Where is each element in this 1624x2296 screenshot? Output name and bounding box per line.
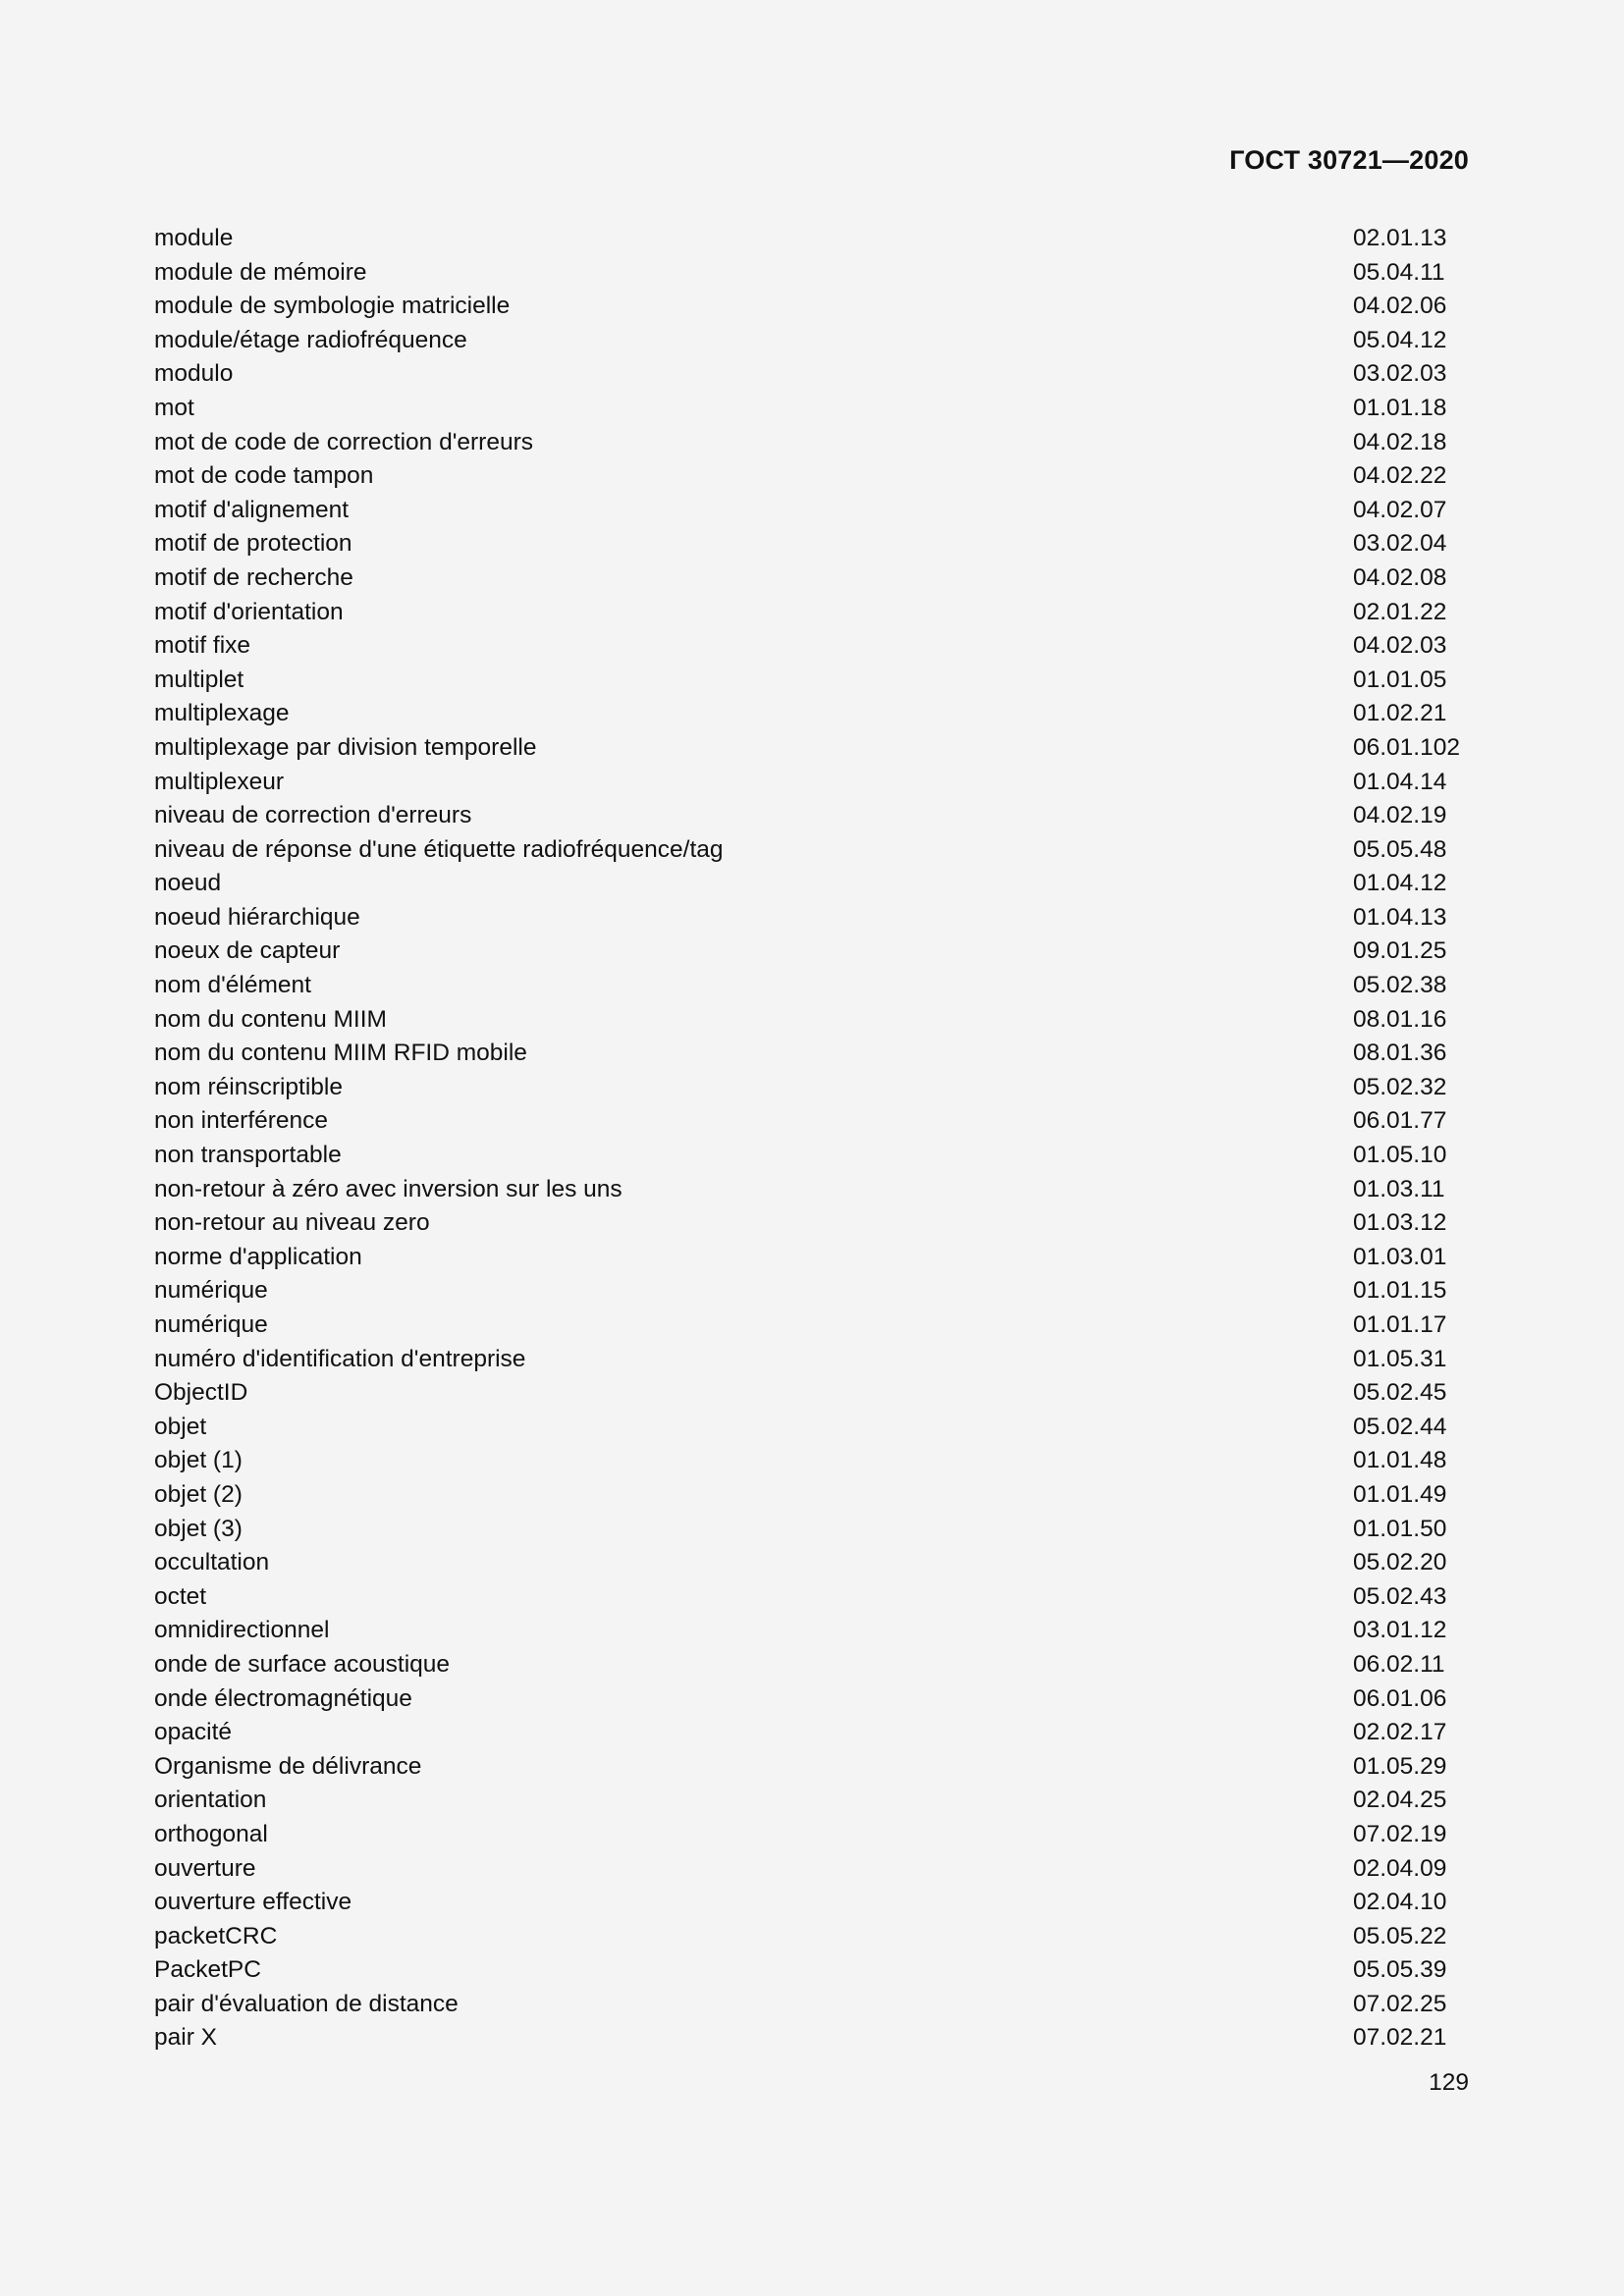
- index-term: module: [154, 225, 234, 251]
- index-entry: [154, 1308, 1470, 1343]
- index-entry: [154, 426, 1470, 460]
- index-code: 01.05.31: [1353, 1345, 1447, 1372]
- index-term: objet (3): [154, 1515, 243, 1542]
- index-entry: [154, 1478, 1470, 1513]
- index-entry: [154, 494, 1470, 528]
- index-term: ouverture: [154, 1854, 256, 1882]
- index-entry: [154, 629, 1470, 664]
- index-entry: [154, 664, 1470, 698]
- index-entry: [154, 799, 1470, 833]
- index-term: mot de code tampon: [154, 462, 374, 490]
- index-code: 06.02.11: [1353, 1650, 1445, 1678]
- index-term: non interférence: [154, 1107, 329, 1135]
- index-entry: [154, 867, 1470, 901]
- index-code: 04.02.18: [1353, 428, 1447, 455]
- index-code: 02.04.09: [1353, 1854, 1447, 1882]
- index-term: motif d'orientation: [154, 598, 344, 625]
- index-entry: [154, 1444, 1470, 1478]
- index-term: onde de surface acoustique: [154, 1650, 451, 1678]
- index-code: 05.02.45: [1353, 1379, 1447, 1407]
- index-code: 01.03.12: [1353, 1209, 1447, 1237]
- index-code: 01.04.12: [1353, 870, 1447, 897]
- index-code: 01.01.49: [1353, 1480, 1447, 1508]
- index-code: 04.02.19: [1353, 802, 1447, 829]
- index-entry: [154, 1071, 1470, 1105]
- index-term: non-retour à zéro avec inversion sur les uns: [154, 1175, 623, 1202]
- index-term: motif d'alignement: [154, 496, 350, 523]
- index-entry: [154, 1376, 1470, 1411]
- index-entry: [154, 561, 1470, 596]
- index-entry: [154, 1274, 1470, 1308]
- index-entry: [154, 527, 1470, 561]
- index-code: 03.02.03: [1353, 360, 1447, 388]
- index-entry: [154, 1953, 1470, 1988]
- index-term: module/étage radiofréquence: [154, 326, 467, 353]
- index-term: module de symbologie matricielle: [154, 293, 511, 320]
- index-entry: [154, 290, 1470, 324]
- index-term: orthogonal: [154, 1820, 268, 1847]
- index-entry: [154, 766, 1470, 800]
- index-term: multiplexage: [154, 700, 290, 727]
- index-term: multiplet: [154, 666, 244, 693]
- index-entry: [154, 324, 1470, 358]
- index-entry: [154, 1513, 1470, 1547]
- index-code: 02.02.17: [1353, 1719, 1447, 1746]
- index-code: 01.05.29: [1353, 1752, 1447, 1780]
- index-code: 01.01.48: [1353, 1447, 1447, 1474]
- index-code: 04.02.08: [1353, 563, 1447, 591]
- index-entry: [154, 1648, 1470, 1682]
- index-code: 05.02.38: [1353, 972, 1447, 999]
- index-entry: [154, 1614, 1470, 1648]
- index-term: multiplexeur: [154, 768, 285, 795]
- index-entry: [154, 901, 1470, 935]
- index-entry: [154, 256, 1470, 291]
- index-term: noeud hiérarchique: [154, 903, 360, 931]
- index-entry: [154, 1818, 1470, 1852]
- index-entry: [154, 1988, 1470, 2022]
- index-term: motif de protection: [154, 530, 352, 558]
- index-code: 05.05.22: [1353, 1922, 1447, 1949]
- index-code: 04.02.06: [1353, 293, 1447, 320]
- index-code: 01.01.17: [1353, 1311, 1447, 1338]
- index-term: numéro d'identification d'entreprise: [154, 1345, 526, 1372]
- index-code: 01.01.05: [1353, 666, 1447, 693]
- index-code: 05.04.11: [1353, 258, 1445, 286]
- index-code: 08.01.36: [1353, 1040, 1447, 1067]
- index-code: 04.02.22: [1353, 462, 1447, 490]
- index-term: omnidirectionnel: [154, 1617, 330, 1644]
- index-term: module de mémoire: [154, 258, 367, 286]
- index-code: 01.02.21: [1353, 700, 1447, 727]
- index-code: 07.02.25: [1353, 1990, 1447, 2017]
- index-entry: [154, 934, 1470, 969]
- index-entry: [154, 222, 1470, 256]
- index-term: opacité: [154, 1719, 233, 1746]
- index-code: 02.04.25: [1353, 1787, 1447, 1814]
- index-term: nom réinscriptible: [154, 1073, 343, 1100]
- index-term: packetCRC: [154, 1922, 278, 1949]
- index-term: onde électromagnétique: [154, 1684, 412, 1712]
- index-term: mot: [154, 394, 194, 421]
- index-term: objet: [154, 1413, 207, 1440]
- index-term: non transportable: [154, 1142, 342, 1169]
- index-term: pair X: [154, 2024, 218, 2052]
- index-entry: [154, 697, 1470, 731]
- index-code: 01.05.10: [1353, 1142, 1447, 1169]
- index-term: norme d'application: [154, 1243, 362, 1270]
- index-code: 01.03.11: [1353, 1175, 1445, 1202]
- index-term: orientation: [154, 1787, 267, 1814]
- document-standard-header: ГОСТ 30721—2020: [1229, 145, 1469, 175]
- index-entry: [154, 596, 1470, 630]
- index-entry: [154, 833, 1470, 868]
- index-code: 05.02.43: [1353, 1582, 1447, 1610]
- index-entry: [154, 1206, 1470, 1241]
- index-code: 03.01.12: [1353, 1617, 1447, 1644]
- index-entry: [154, 1139, 1470, 1173]
- index-code: 05.05.39: [1353, 1956, 1447, 1984]
- index-code: 02.04.10: [1353, 1889, 1447, 1916]
- index-code: 01.01.18: [1353, 394, 1447, 421]
- index-term: occultation: [154, 1549, 270, 1576]
- index-code: 01.01.15: [1353, 1277, 1447, 1305]
- index-entry: [154, 1920, 1470, 1954]
- index-entry: [154, 1241, 1470, 1275]
- index-code: 06.01.77: [1353, 1107, 1447, 1135]
- index-code: 04.02.07: [1353, 496, 1447, 523]
- index-code: 07.02.21: [1353, 2024, 1447, 2052]
- index-entry: [154, 1682, 1470, 1717]
- index-term: objet (1): [154, 1447, 243, 1474]
- index-term: Organisme de délivrance: [154, 1752, 422, 1780]
- index-term: ouverture effective: [154, 1889, 352, 1916]
- index-entry: [154, 1750, 1470, 1785]
- index-term: numérique: [154, 1311, 268, 1338]
- index-term: niveau de correction d'erreurs: [154, 802, 472, 829]
- index-term: nom d'élément: [154, 972, 311, 999]
- index-entry: [154, 1716, 1470, 1750]
- index-entry: [154, 1037, 1470, 1071]
- index-term: mot de code de correction d'erreurs: [154, 428, 533, 455]
- index-code: 05.02.44: [1353, 1413, 1447, 1440]
- term-index-list: [154, 222, 1470, 2056]
- index-code: 08.01.16: [1353, 1005, 1447, 1033]
- index-code: 04.02.03: [1353, 632, 1447, 660]
- index-term: noeud: [154, 870, 222, 897]
- index-code: 01.04.13: [1353, 903, 1447, 931]
- index-code: 06.01.06: [1353, 1684, 1447, 1712]
- index-entry: [154, 1546, 1470, 1580]
- index-term: nom du contenu MIIM: [154, 1005, 387, 1033]
- index-term: numérique: [154, 1277, 268, 1305]
- index-term: motif de recherche: [154, 563, 353, 591]
- index-code: 09.01.25: [1353, 937, 1447, 965]
- index-entry: [154, 392, 1470, 426]
- index-entry: [154, 1343, 1470, 1377]
- index-entry: [154, 1104, 1470, 1139]
- index-entry: [154, 1411, 1470, 1445]
- index-entry: [154, 1784, 1470, 1818]
- index-entry: [154, 1003, 1470, 1038]
- index-entry: [154, 357, 1470, 392]
- index-entry: [154, 1852, 1470, 1887]
- index-entry: [154, 969, 1470, 1003]
- index-term: modulo: [154, 360, 234, 388]
- index-term: PacketPC: [154, 1956, 261, 1984]
- index-term: nom du contenu MIIM RFID mobile: [154, 1040, 527, 1067]
- index-entry: [154, 1580, 1470, 1615]
- index-term: niveau de réponse d'une étiquette radiofréquence/tag: [154, 835, 724, 863]
- index-code: 05.02.20: [1353, 1549, 1447, 1576]
- index-entry: [154, 1173, 1470, 1207]
- index-code: 05.04.12: [1353, 326, 1447, 353]
- index-term: ObjectID: [154, 1379, 248, 1407]
- index-term: noeux de capteur: [154, 937, 341, 965]
- index-term: objet (2): [154, 1480, 243, 1508]
- index-code: 02.01.22: [1353, 598, 1447, 625]
- index-code: 03.02.04: [1353, 530, 1447, 558]
- index-code: 05.02.32: [1353, 1073, 1447, 1100]
- index-code: 07.02.19: [1353, 1820, 1447, 1847]
- index-entry: [154, 1886, 1470, 1920]
- index-term: motif fixe: [154, 632, 251, 660]
- page-number: 129: [1429, 2069, 1469, 2096]
- index-code: 06.01.102: [1353, 733, 1460, 761]
- index-code: 05.05.48: [1353, 835, 1447, 863]
- index-entry: [154, 731, 1470, 766]
- index-term: non-retour au niveau zero: [154, 1209, 430, 1237]
- index-term: pair d'évaluation de distance: [154, 1990, 459, 2017]
- index-entry: [154, 459, 1470, 494]
- index-term: octet: [154, 1582, 207, 1610]
- index-code: 01.03.01: [1353, 1243, 1447, 1270]
- index-code: 02.01.13: [1353, 225, 1447, 251]
- index-entry: [154, 2021, 1470, 2056]
- index-term: multiplexage par division temporelle: [154, 733, 537, 761]
- index-code: 01.04.14: [1353, 768, 1447, 795]
- index-code: 01.01.50: [1353, 1515, 1447, 1542]
